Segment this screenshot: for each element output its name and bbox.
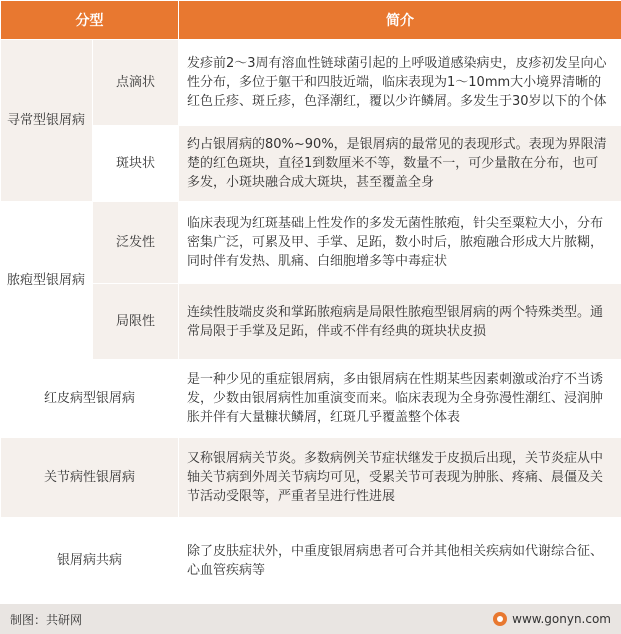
type-cell: 关节病性银屑病 (1, 438, 179, 518)
source-label: 制图：共研网 (10, 612, 83, 627)
table-row (1, 40, 621, 126)
table-row (1, 360, 621, 438)
header-type: 分型 (1, 1, 179, 40)
footer (0, 604, 621, 634)
desc-cell: 除了皮肤症状外，中重度银屑病患者可合并其他相关疾病如代谢综合征、心血管疾病等 (179, 518, 621, 604)
desc-cell: 连续性肢端皮炎和掌跖脓疱病是局限性脓疱型银屑病的两个特殊类型。通常局限于手掌及足跖，伴或不伴有经典的斑块状皮损 (179, 284, 621, 360)
table-row (1, 126, 621, 202)
header-desc: 简介 (179, 1, 621, 40)
desc-cell: 发疹前2～3周有溶血性链球菌引起的上呼吸道感染病史，皮疹初发呈向心性分布，多位于躯干和四肢近端，临床表现为1～10mm大小境界清晰的红色丘疹、斑丘疹，色泽潮红，覆以少许鳞屑。多发生于30岁以下的个体 (179, 40, 621, 126)
subtype-cell: 点滴状 (93, 40, 179, 126)
table-row (1, 202, 621, 284)
desc-cell: 临床表现为红斑基础上性发作的多发无菌性脓疱，针尖至粟粒大小，分布密集广泛，可累及甲、手掌、足跖，数小时后，脓疱融合形成大片脓糊，同时伴有发热、肌痛、白细胞增多等中毒症状 (179, 202, 621, 284)
table-header-row (1, 1, 621, 40)
table-row (1, 438, 621, 518)
table-row (1, 284, 621, 360)
desc-cell: 约占银屑病的80%~90%，是银屑病的最常见的表现形式。表现为界限清楚的红色斑块，直径1到数厘米不等，数量不一，可少量散在分布，也可多发，小斑块融合成大斑块，甚至覆盖全身 (179, 126, 621, 202)
subtype-cell: 泛发性 (93, 202, 179, 284)
type-cell: 寻常型银屑病 (1, 40, 93, 202)
logo-icon (493, 612, 507, 626)
table-row (1, 518, 621, 604)
desc-cell: 又称银屑病关节炎。多数病例关节症状继发于皮损后出现，关节炎症从中轴关节病到外周关节病均可见，受累关节可表现为肿胀、疼痛、晨僵及关节活动受限等，严重者呈进行性进展 (179, 438, 621, 518)
desc-cell: 是一种少见的重症银屑病，多由银屑病在性期某些因素刺激或治疗不当诱发，少数由银屑病性加重演变而来。临床表现为全身弥漫性潮红、浸润肿胀并伴有大量糠状鳞屑，红斑几乎覆盖整个体表 (179, 360, 621, 438)
subtype-cell: 局限性 (93, 284, 179, 360)
website-logo (493, 612, 611, 626)
type-cell: 红皮病型银屑病 (1, 360, 179, 438)
type-cell: 银屑病共病 (1, 518, 179, 604)
type-cell: 脓疱型银屑病 (1, 202, 93, 360)
website-url: www.gonyn.com (512, 612, 611, 626)
subtype-cell: 斑块状 (93, 126, 179, 202)
